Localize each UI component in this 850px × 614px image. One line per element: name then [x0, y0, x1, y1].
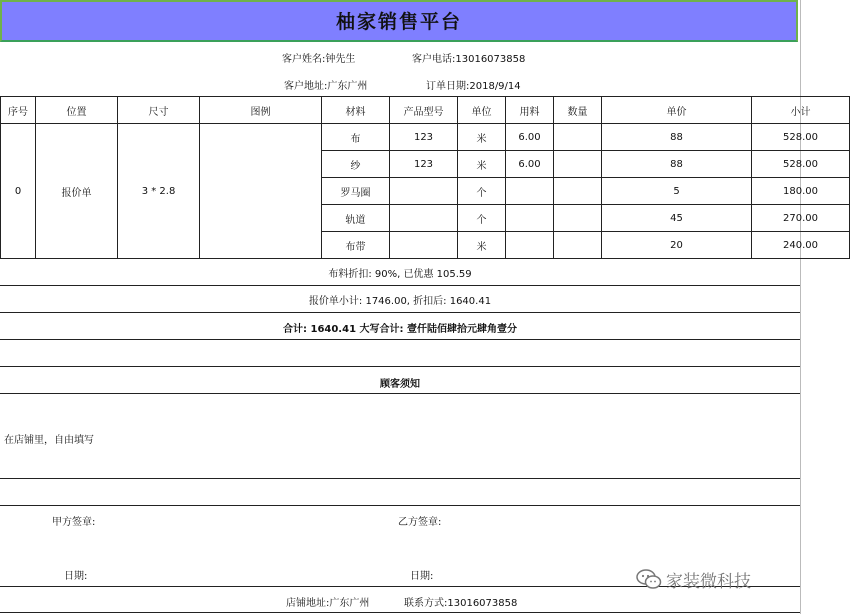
cell-size[interactable]: 3 * 2.8	[118, 124, 200, 259]
cell-position[interactable]: 报价单	[36, 124, 118, 259]
cell-quantity[interactable]	[554, 124, 602, 151]
header-usage: 用料	[506, 97, 554, 124]
cell-material[interactable]: 布带	[322, 232, 390, 259]
cell-subtotal[interactable]: 180.00	[752, 178, 850, 205]
customer-phone: 客户电话:13016073858	[412, 54, 526, 65]
cell-usage[interactable]: 6.00	[506, 124, 554, 151]
grand-total: 合计: 1640.41 大写合计: 壹仟陆佰肆拾元肆角壹分	[283, 324, 517, 335]
cell-unit[interactable]: 个	[458, 178, 506, 205]
header-quantity: 数量	[554, 97, 602, 124]
cell-material[interactable]: 轨道	[322, 205, 390, 232]
cell-model[interactable]: 123	[390, 151, 458, 178]
divider	[0, 612, 800, 613]
cell-model[interactable]	[390, 205, 458, 232]
cell-material[interactable]: 罗马圈	[322, 178, 390, 205]
cell-illustration[interactable]	[200, 124, 322, 259]
divider	[0, 505, 800, 506]
watermark-text: 家装微科技	[666, 571, 751, 592]
cell-subtotal[interactable]: 240.00	[752, 232, 850, 259]
divider	[0, 312, 800, 313]
cell-model[interactable]	[390, 178, 458, 205]
watermark	[636, 567, 751, 591]
cell-quantity[interactable]	[554, 232, 602, 259]
cell-usage[interactable]: 6.00	[506, 151, 554, 178]
cell-unit-price[interactable]: 45	[602, 205, 752, 232]
order-date: 订单日期:2018/9/14	[426, 81, 521, 92]
cell-quantity[interactable]	[554, 151, 602, 178]
cell-usage[interactable]	[506, 178, 554, 205]
header-material: 材料	[322, 97, 390, 124]
party-b-date-label: 日期:	[410, 571, 434, 582]
header-unit: 单位	[458, 97, 506, 124]
cell-unit-price[interactable]: 20	[602, 232, 752, 259]
discount-summary: 布料折扣: 90%, 已优惠 105.59	[328, 269, 472, 280]
cell-quantity[interactable]	[554, 178, 602, 205]
page-title: 柚家销售平台	[335, 11, 462, 33]
table-row	[1, 124, 850, 151]
party-b-signature-label: 乙方签章:	[398, 517, 442, 528]
cell-unit-price[interactable]: 88	[602, 124, 752, 151]
cell-model[interactable]: 123	[390, 124, 458, 151]
cell-usage[interactable]	[506, 205, 554, 232]
party-a-date-label: 日期:	[64, 571, 88, 582]
cell-unit-price[interactable]: 5	[602, 178, 752, 205]
divider	[0, 366, 800, 367]
header-size: 尺寸	[118, 97, 200, 124]
customer-address: 客户地址:广东广州	[284, 81, 368, 92]
header-subtotal: 小计	[752, 97, 850, 124]
header-position: 位置	[36, 97, 118, 124]
cell-material[interactable]: 布	[322, 124, 390, 151]
cell-index[interactable]: 0	[1, 124, 36, 259]
cell-unit[interactable]: 米	[458, 124, 506, 151]
cell-unit[interactable]: 米	[458, 232, 506, 259]
cell-model[interactable]	[390, 232, 458, 259]
title-bar	[0, 0, 798, 42]
wechat-icon	[636, 568, 662, 590]
store-address: 店铺地址:广东广州	[286, 598, 370, 609]
notice-text: 在店铺里，自由填写	[4, 435, 94, 446]
cell-material[interactable]: 纱	[322, 151, 390, 178]
cell-subtotal[interactable]: 528.00	[752, 124, 850, 151]
quote-subtotal: 报价单小计: 1746.00, 折扣后: 1640.41	[308, 296, 492, 307]
divider	[0, 339, 800, 340]
contact-info: 联系方式:13016073858	[404, 598, 518, 609]
divider	[0, 285, 800, 286]
divider	[0, 393, 800, 394]
divider	[0, 478, 800, 479]
party-a-signature-label: 甲方签章:	[52, 517, 96, 528]
quote-table	[0, 96, 850, 259]
customer-name: 客户姓名:钟先生	[282, 54, 356, 65]
header-index: 序号	[1, 97, 36, 124]
cell-unit[interactable]: 个	[458, 205, 506, 232]
cell-subtotal[interactable]: 270.00	[752, 205, 850, 232]
table-header-row	[1, 97, 850, 124]
header-unit-price: 单价	[602, 97, 752, 124]
cell-quantity[interactable]	[554, 205, 602, 232]
cell-subtotal[interactable]: 528.00	[752, 151, 850, 178]
notice-heading: 顾客须知	[380, 379, 420, 390]
cell-unit[interactable]: 米	[458, 151, 506, 178]
header-model: 产品型号	[390, 97, 458, 124]
cell-unit-price[interactable]: 88	[602, 151, 752, 178]
cell-usage[interactable]	[506, 232, 554, 259]
sheet-right-edge	[800, 0, 801, 614]
header-illustration: 图例	[200, 97, 322, 124]
